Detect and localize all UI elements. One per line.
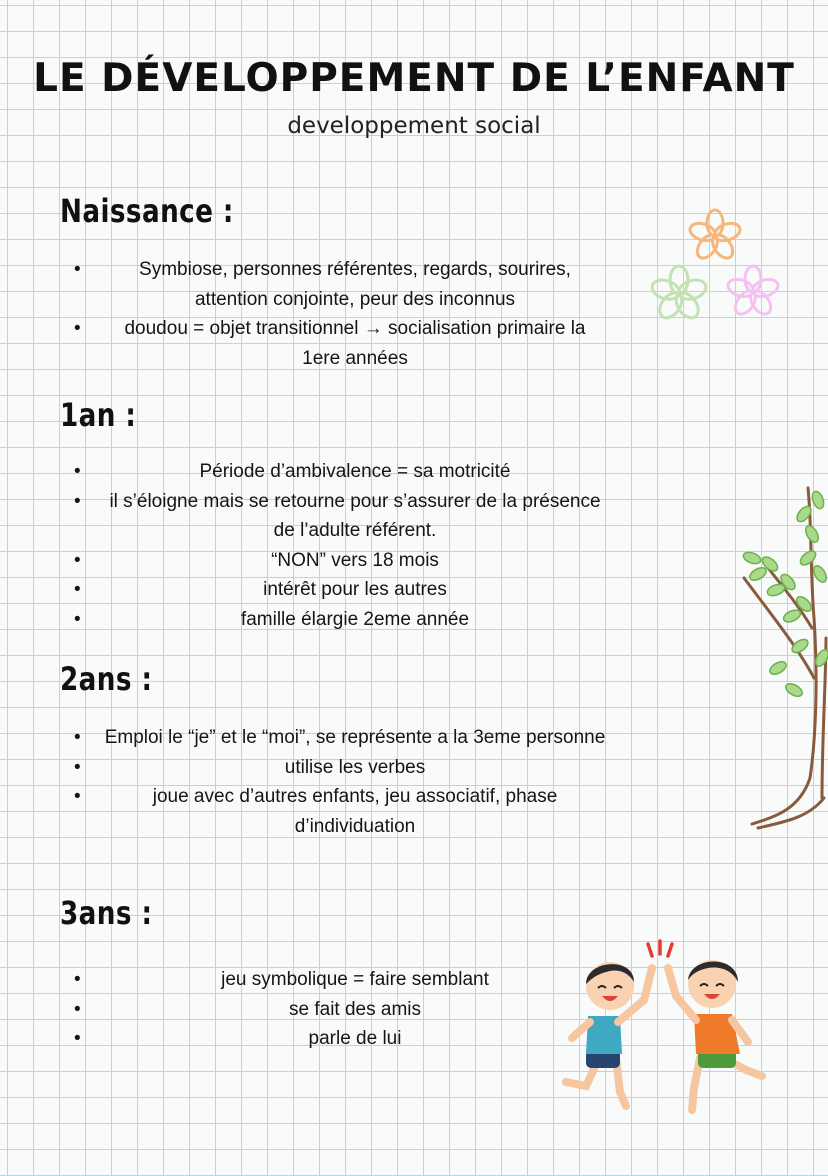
section-heading-1an: 1an : bbox=[60, 396, 137, 434]
page-subtitle: developpement social bbox=[287, 113, 541, 139]
list-item: • utilise les verbes bbox=[66, 753, 606, 783]
section-heading-3ans: 3ans : bbox=[60, 894, 153, 932]
section-list-1an bbox=[66, 457, 606, 634]
list-item: • Période d’ambivalence = sa motricité bbox=[66, 457, 606, 487]
flower-pink-icon bbox=[726, 266, 780, 318]
list-item: • doudou = objet transitionnel → socialisation primaire la 1ere années bbox=[66, 314, 606, 373]
list-item: • intérêt pour les autres bbox=[66, 575, 606, 605]
list-item: • parle de lui bbox=[66, 1024, 606, 1054]
excitement-lines-icon bbox=[648, 941, 672, 956]
child-right-icon bbox=[668, 960, 762, 1110]
page-title: LE DÉVELOPPEMENT DE L’ENFANT bbox=[33, 56, 795, 101]
section-heading-2ans: 2ans : bbox=[60, 660, 153, 698]
section-heading-naissance: Naissance : bbox=[60, 192, 234, 230]
section-list-2ans bbox=[66, 723, 606, 841]
flower-orange-icon bbox=[688, 210, 742, 262]
list-item: • joue avec d’autres enfants, jeu associatif, phase d’individuation bbox=[66, 782, 606, 841]
list-item: • jeu symbolique = faire semblant bbox=[66, 965, 606, 995]
children-high-five-illustration bbox=[548, 938, 776, 1122]
tree-illustration bbox=[738, 478, 828, 836]
child-left-icon bbox=[566, 962, 652, 1106]
list-item: • famille élargie 2eme année bbox=[66, 605, 606, 635]
list-item: • Emploi le “je” et le “moi”, se représente a la 3eme personne bbox=[66, 723, 606, 753]
list-item: • se fait des amis bbox=[66, 995, 606, 1025]
section-list-naissance bbox=[66, 255, 606, 373]
flowers-illustration bbox=[645, 208, 790, 333]
list-item: • “NON” vers 18 mois bbox=[66, 546, 606, 576]
list-item: • il s’éloigne mais se retourne pour s’assurer de la présence de l’adulte référent. bbox=[66, 487, 606, 546]
flower-green-icon bbox=[650, 266, 709, 322]
section-list-3ans bbox=[66, 965, 606, 1054]
list-item: • Symbiose, personnes référentes, regards, sourires, attention conjointe, peur des inconnus bbox=[66, 255, 606, 314]
